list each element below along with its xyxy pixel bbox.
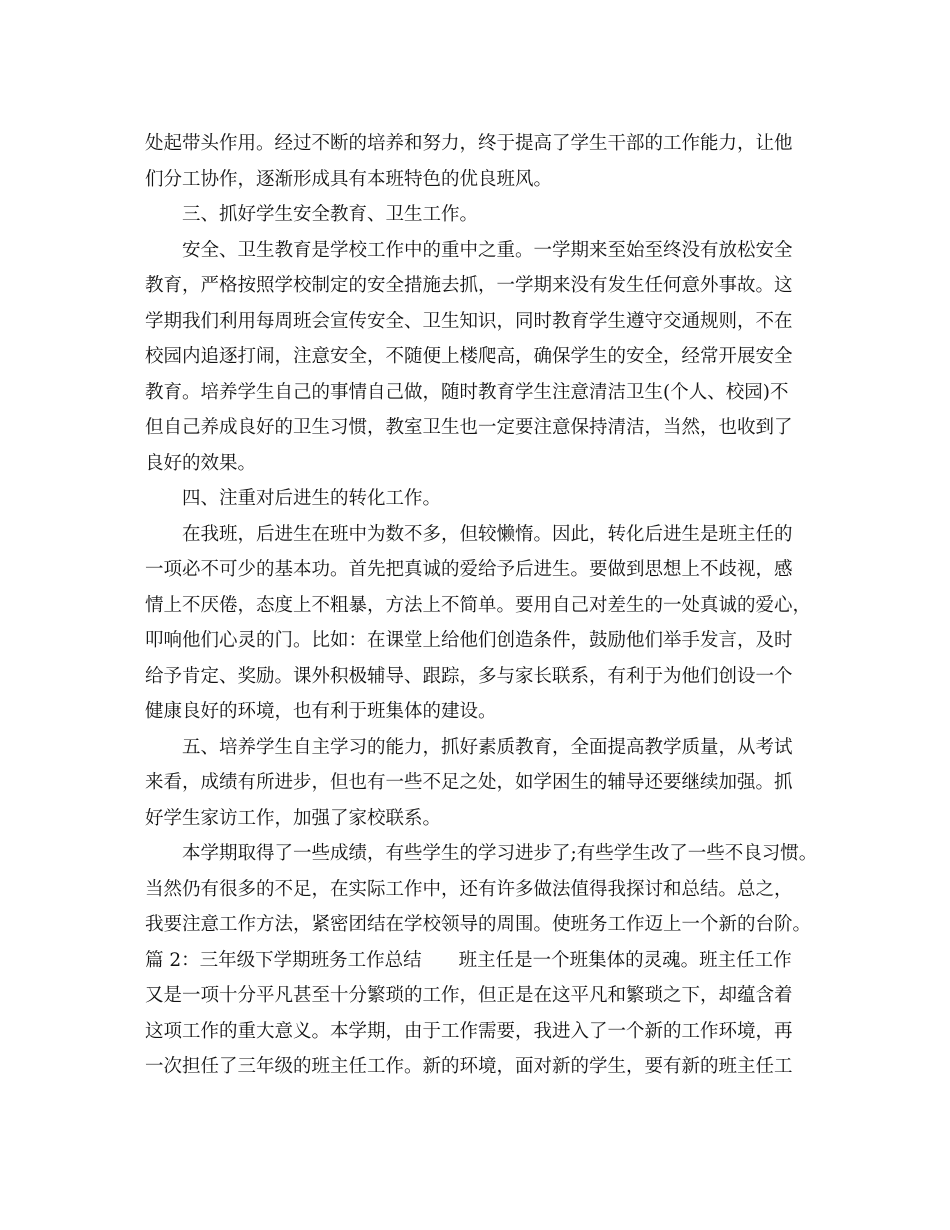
text-line: 四、注重对后进生的转化工作。: [182, 488, 442, 509]
text-line: 们分工协作，逐渐形成具有本班特色的优良班风。: [145, 168, 553, 190]
document-body: [145, 126, 845, 1085]
text-line: 叩响他们心灵的门。比如：在课堂上给他们创造条件，鼓励他们举手发言，及时: [145, 630, 793, 651]
text-line: 安全、卫生教育是学校工作中的重中之重。一学期来至始至终没有放松安全: [182, 239, 793, 261]
text-line: 一项必不可少的基本功。首先把真诚的爱给予后进生。要做到思想上不歧视，感: [145, 559, 793, 580]
text-line: 但自己养成良好的卫生习惯，教室卫生也一定要注意保持清洁，当然，也收到了: [145, 417, 793, 438]
text-line: 本学期取得了一些成绩，有些学生的学习进步了;有些学生改了一些不良习惯。: [182, 843, 818, 864]
text-line: 给予肯定、奖励。课外积极辅导、跟踪，多与家长联系，有利于为他们创设一个: [145, 665, 793, 687]
text-line: 五、培养学生自主学习的能力，抓好素质教育，全面提高教学质量，从考试: [182, 736, 793, 758]
text-line: 教育。培养学生自己的事情自己做，随时教育学生注意清洁卫生(个人、校园)不: [145, 381, 789, 403]
text-line: 教育，严格按照学校制定的安全措施去抓，一学期来没有发生任何意外事故。这: [145, 275, 793, 296]
text-line: 处起带头作用。经过不断的培养和努力，终于提高了学生干部的工作能力，让他: [145, 133, 793, 154]
text-line: 一次担任了三年级的班主任工作。新的环境，面对新的学生，要有新的班主任工: [145, 1056, 793, 1077]
text-line: 当然仍有很多的不足，在实际工作中，还有许多做法值得我探讨和总结。总之，: [145, 878, 793, 900]
text-line: 又是一项十分平凡甚至十分繁琐的工作，但正是在这平凡和繁琐之下，却蕴含着: [145, 985, 793, 1006]
text-line: 来看，成绩有所进步，但也有一些不足之处，如学困生的辅导还要继续加强。抓: [145, 772, 793, 793]
text-line: 在我班，后进生在班中为数不多，但较懒惰。因此，转化后进生是班主任的: [182, 523, 793, 545]
text-line: 我要注意工作方法，紧密团结在学校领导的周围。使班务工作迈上一个新的台阶。: [145, 914, 812, 935]
text-line: 好学生家访工作，加强了家校联系。: [145, 807, 442, 829]
text-line: 校园内追逐打闹，注意安全，不随便上楼爬高，确保学生的安全，经常开展安全: [145, 346, 793, 367]
text-line: 这项工作的重大意义。本学期，由于工作需要，我进入了一个新的工作环境，再: [145, 1020, 793, 1042]
text-line: 篇 2：三年级下学期班务工作总结 班主任是一个班集体的灵魂。班主任工作: [145, 949, 792, 971]
text-line: 三、抓好学生安全教育、卫生工作。: [182, 204, 479, 225]
text-line: 良好的效果。: [145, 452, 257, 474]
text-line: 学期我们利用每周班会宣传安全、卫生知识，同时教育学生遵守交通规则，不在: [145, 310, 793, 332]
text-line: 健康良好的环境，也有利于班集体的建设。: [145, 701, 497, 722]
text-line: 情上不厌倦，态度上不粗暴，方法上不简单。要用自己对差生的一处真诚的爱心，: [145, 594, 812, 616]
